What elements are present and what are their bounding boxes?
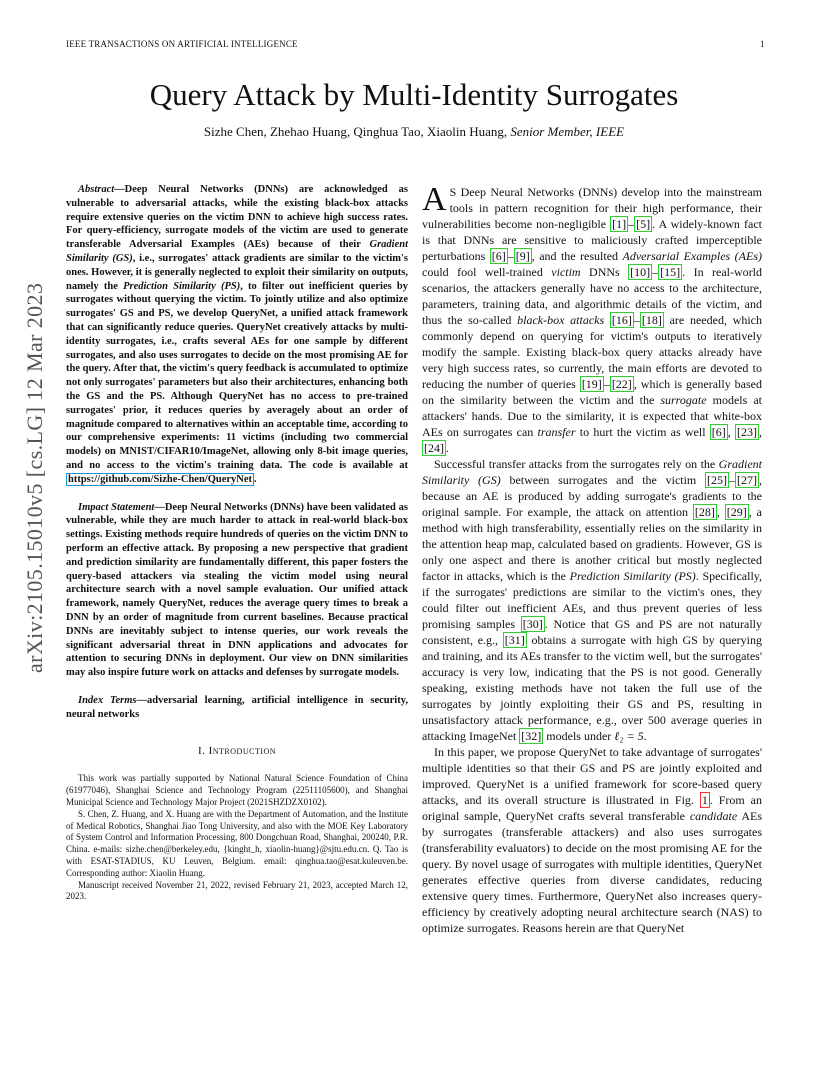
body-text: In this paper, we propose QueryNet to take advantage of surrogates' multiple identities so that their GS and PS are jointly exploited and improved. QueryNet is a unified framework for score-based query attacks, and its overall structure is illustrated in Fig. bbox=[422, 745, 762, 807]
citation[interactable]: [15] bbox=[660, 265, 681, 279]
citation[interactable]: [23] bbox=[737, 425, 758, 439]
paper-title: Query Attack by Multi-Identity Surrogates bbox=[149, 77, 679, 112]
citation[interactable]: [9] bbox=[515, 249, 530, 263]
term: Adversarial Examples (AEs) bbox=[622, 249, 762, 263]
body-text: – bbox=[633, 313, 640, 327]
citation[interactable]: [22] bbox=[611, 377, 632, 391]
abstract-term-gs: Gradient Similarity (GS) bbox=[66, 239, 408, 264]
term: transfer bbox=[537, 425, 576, 439]
body-text: . Notice that GS and PS are not naturally consistent, e.g., bbox=[422, 617, 762, 647]
body-text: . bbox=[446, 441, 449, 455]
footnote-affiliations: S. Chen, Z. Huang, and X. Huang are with the Department of Automation, and the Institute of Medical Robotics, Shanghai Jiao Tong University, and also with the MOE Key Laboratory of System Control and Information Processing, 800 Dongchuan Road, Shanghai, 200240, P.R. China. e-mails: sizhe.chen@berkeley.edu, {kinght_h, xiaolin-huang}@sjtu.edu.cn. Q. Tao is with ESAT-STADIUS, KU Leuven, Belgium. email: qinghua.tao@esat.kuleuven.be. Corresponding author: Xiaolin Huang. bbox=[66, 808, 408, 878]
term: black-box attacks bbox=[517, 313, 605, 327]
body-text: , bbox=[716, 505, 725, 519]
drop-cap: A bbox=[422, 181, 447, 218]
section-heading bbox=[66, 745, 408, 757]
abstract bbox=[66, 183, 408, 487]
section-title: Introduction bbox=[208, 745, 277, 758]
body-text: . In real-world scenarios, the attackers generally have no access to the architecture, parameters, training data, and algorithmic details of the victim, and thus the so-called bbox=[422, 265, 762, 327]
abstract-lead: Abstract bbox=[78, 184, 115, 195]
abstract-term-ps: Prediction Similarity (PS) bbox=[123, 280, 241, 292]
body-text: are needed, which commonly depend on querying for victim's outputs to iteratively modify the sample. Existing black-box query attacks already have very high success rates, so currently, the main efforts are devoted to reducing the number of queries bbox=[422, 313, 762, 391]
term: victim bbox=[551, 265, 581, 279]
body-text: DNNs bbox=[580, 265, 629, 279]
term: surrogate bbox=[660, 393, 707, 407]
body-text: between surrogates and the victim bbox=[500, 473, 705, 487]
term: candidate bbox=[689, 809, 738, 823]
impact-statement bbox=[66, 501, 408, 680]
footnote-funding: This work was partially supported by National Natural Science Foundation of China (61977046), Shanghai Science and Technology Program (22511105600), and Shanghai Municipal Science and Technology Major Project (2021SHZDZX0102). bbox=[66, 773, 408, 808]
page-number: 1 bbox=[760, 39, 765, 49]
citation[interactable]: [6] bbox=[491, 249, 506, 263]
citation[interactable]: [27] bbox=[737, 473, 757, 487]
author-role: Senior Member, IEEE bbox=[510, 124, 625, 139]
body-text: Successful transfer attacks from the surrogates rely on the bbox=[434, 457, 719, 471]
body-text: – bbox=[729, 473, 735, 487]
body-text: . A widely-known fact is that DNNs are sensitive to maliciously crafted imperceptible perturbations bbox=[422, 217, 762, 263]
figure-reference[interactable]: 1 bbox=[701, 793, 708, 807]
abstract-text: . bbox=[254, 473, 257, 485]
body-text: . From an original sample, QueryNet crafts several transferable bbox=[422, 793, 762, 823]
intro-paragraph-3 bbox=[422, 744, 762, 936]
body-text: – bbox=[652, 265, 659, 279]
body-text: could fool well-trained bbox=[422, 265, 552, 279]
body-text: models at attackers' hands. Due to the similarity, it is expected that white-box AEs on surrogates can bbox=[422, 393, 762, 439]
citation[interactable]: [24] bbox=[424, 441, 444, 455]
citation[interactable]: [32] bbox=[521, 729, 542, 743]
citation[interactable]: [30] bbox=[522, 617, 543, 631]
body-text: – bbox=[603, 377, 610, 391]
impact-lead: Impact Statement bbox=[78, 501, 155, 513]
term: Prediction Similarity (PS) bbox=[569, 569, 696, 583]
impact-text: —Deep Neural Networks (DNNs) have been validated as vulnerable, while they are much harder to attack in real-world black-box settings. Existing methods require hundreds of queries on the victim DNN to perform an effective attack. By proposing a new perspective that gradient and prediction similarity are fundamentally different, this paper fosters the query-based attackers via stealing the victim model using neural architecture search with a novel sample evaluation. Our unified attack framework, namely QueryNet, reduces the average query times to break a DNN by an order of magnitude from current baselines. Because practical DNNs are inevitably subject to intense queries, our work reveals the significant adversarial threat in DNN applications and advocates for attention to securing DNNs in deployment. Our view on DNN similarities may also inspire future work on attacks and defenses by surrogate models. bbox=[66, 501, 408, 679]
body-text: , because an AE is produced by adding surrogate's gradients to the original sample. For example, the attack on attention bbox=[422, 473, 762, 519]
math-expression: ℓ₂ = 5 bbox=[614, 729, 644, 743]
footnote-manuscript: Manuscript received November 21, 2022, revised February 21, 2023, accepted March 12, 2023. bbox=[66, 879, 408, 902]
citation[interactable]: [29] bbox=[726, 505, 747, 519]
section-numeral: I. bbox=[197, 745, 206, 758]
citation[interactable]: [1] bbox=[612, 217, 627, 231]
left-column bbox=[66, 183, 408, 903]
citation[interactable]: [10] bbox=[630, 265, 651, 279]
citation[interactable]: [18] bbox=[641, 313, 662, 327]
body-text: , bbox=[759, 425, 763, 439]
arxiv-stamp: arXiv:2105.15010v5 [cs.LG] 12 Mar 2023 bbox=[22, 282, 47, 673]
body-text: . bbox=[643, 729, 647, 743]
body-text: models under bbox=[543, 729, 615, 743]
author-names: Sizhe Chen, Zhehao Huang, Qinghua Tao, Xiaolin Huang, bbox=[203, 124, 508, 139]
abstract-text: —Deep Neural Networks (DNNs) are acknowledged as vulnerable to adversarial attacks, while the existing black-box attacks require extensive queries on the victim DNN to achieve high success rates. For query-efficiency, surrogate models of the victim are used to generate transferable Adversarial Examples (AEs) because of their bbox=[66, 184, 408, 251]
citation[interactable]: [5] bbox=[636, 217, 651, 231]
body-text: , bbox=[727, 425, 736, 439]
term: Gradient Similarity (GS) bbox=[422, 457, 762, 487]
citation[interactable]: [28] bbox=[694, 505, 715, 519]
body-text: obtains a surrogate with high GS by querying and training, and its AEs transfer to the victim well, but the surrogates' accuracy is very low, indicating that the PS is not good. Generally speaking, existing methods have not taken the full use of the surrogates by jointly exploiting their GS and PS, resulting in unsatisfactory attack performance, e.g., over 500 average queries in attacking ImageNet bbox=[422, 633, 762, 743]
body-text: S Deep Neural Networks (DNNs) develop into the mainstream tools in pattern recognition for their high performance, their vulnerabilities become non-negligible bbox=[422, 185, 762, 231]
citation[interactable]: [16] bbox=[611, 313, 632, 327]
citation[interactable]: [31] bbox=[504, 633, 525, 647]
index-terms bbox=[66, 694, 408, 722]
abstract-text: , to filter out inefficient queries by surrogates without querying the victim. To jointly utilize and also optimize surrogates' GS and PS, we develop QueryNet, a unified attack framework that can significantly reduce queries. QueryNet creatively attacks by multi-identity surrogates, i.e., crafts several AEs for one sample by different surrogates, and also uses surrogates to decide on the most promising AE for the query. After that, the victim's query feedback is accumulated to optimize not only surrogates' parameters but also their architectures, enhancing both the GS and the PS. Although QueryNet has no access to pre-trained surrogates' prior, it reduces queries by averagely about an order of magnitude compared to alternatives within an acceptable time, according to our comprehensive experiments: 11 victims (including two commercial models) on MNIST/CIFAR10/ImageNet, allowing only 8-bit image queries, and no access to the victim's training data. The code is available at bbox=[66, 280, 408, 471]
right-column bbox=[422, 181, 763, 936]
author-line bbox=[0, 123, 828, 141]
code-link[interactable]: https://github.com/Sizhe-Chen/QueryNet bbox=[68, 473, 253, 485]
body-text: – bbox=[628, 217, 635, 231]
abstract-text: , i.e., surrogates' attack gradients are similar to the victim's ones. However, it is generally neglected to exploit their similarity on outputs, namely the bbox=[66, 252, 408, 292]
intro-paragraph-2 bbox=[422, 456, 762, 744]
body-text: – bbox=[507, 249, 514, 263]
body-text: , which is generally based on the similarity between the victim and the bbox=[422, 377, 762, 407]
body-text: . Specifically, if the surrogates' predictions are similar to the victim's ones, they could filter out inefficient AEs, and thus prevent queries of less promising samples bbox=[422, 569, 763, 631]
citation[interactable]: [25] bbox=[707, 473, 727, 487]
body-text: , and the resulted bbox=[531, 249, 623, 263]
body-text: , a method with high transferability, essentially relies on the similarity in the attention heap map, calculated based on gradients. However, GS is only one aspect and there is another critical but mostly neglected factor in attacks, which is the bbox=[422, 505, 762, 583]
index-terms-text: —adversarial learning, artificial intelligence in security, neural networks bbox=[66, 694, 408, 720]
body-text: to hurt the victim as well bbox=[575, 425, 710, 439]
citation[interactable]: [19] bbox=[581, 377, 602, 391]
citation[interactable]: [6] bbox=[711, 425, 726, 439]
index-terms-lead: Index Terms bbox=[78, 694, 137, 706]
body-text: AEs by surrogates (transferable attackers) and also uses surrogates (transferability evaluators) to decide on the most promising AE for the query. By novel usage of surrogates with multiple identities, QueryNet generates effective queries from diverse candidates, reducing extensive query times. Furthermore, QueryNet also increases query-efficiency by creatively adopting neural architecture search (NAS) to optimize surrogates. Reasons herein are that QueryNet bbox=[422, 809, 762, 935]
intro-paragraph-1 bbox=[422, 181, 763, 456]
running-header: IEEE TRANSACTIONS ON ARTIFICIAL INTELLIGENCE bbox=[66, 39, 298, 49]
